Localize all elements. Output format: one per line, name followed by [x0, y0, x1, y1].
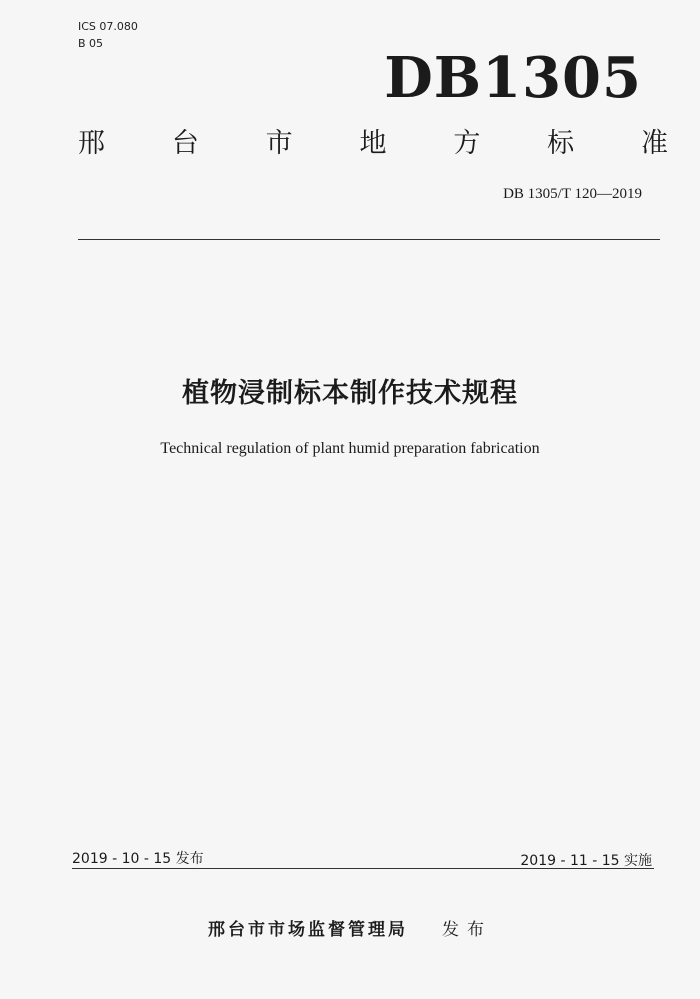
standard-type-char: 地 — [359, 128, 387, 159]
publish-date: 2019 - 10 - 15 发布 — [72, 851, 204, 867]
standard-type-char: 标 — [547, 128, 575, 159]
standard-type-char: 台 — [171, 128, 199, 159]
footer-divider — [72, 868, 654, 869]
standard-logo: DB1305 — [384, 45, 642, 111]
ics-code: ICS 07.080 — [78, 20, 138, 33]
implement-date: 2019 - 11 - 15 实施 — [520, 853, 652, 869]
issuer-line — [0, 915, 700, 940]
document-title-english: Technical regulation of plant humid preparation fabrication — [160, 440, 540, 457]
standard-type — [78, 126, 668, 162]
standard-type-char: 方 — [453, 128, 481, 159]
header-divider — [78, 239, 660, 240]
ccs-code: B 05 — [78, 37, 104, 50]
document-title-chinese: 植物浸制标本制作技术规程 — [182, 378, 518, 409]
standard-type-char: 市 — [265, 128, 293, 159]
standard-type-char: 准 — [640, 128, 668, 159]
standard-code: DB 1305/T 120—2019 — [503, 186, 642, 202]
standard-type-char: 邢 — [78, 128, 105, 159]
classification-codes — [78, 18, 138, 52]
issuer-name: 邢台市市场监督管理局 — [208, 920, 408, 940]
issuer-verb: 发布 — [442, 920, 492, 940]
